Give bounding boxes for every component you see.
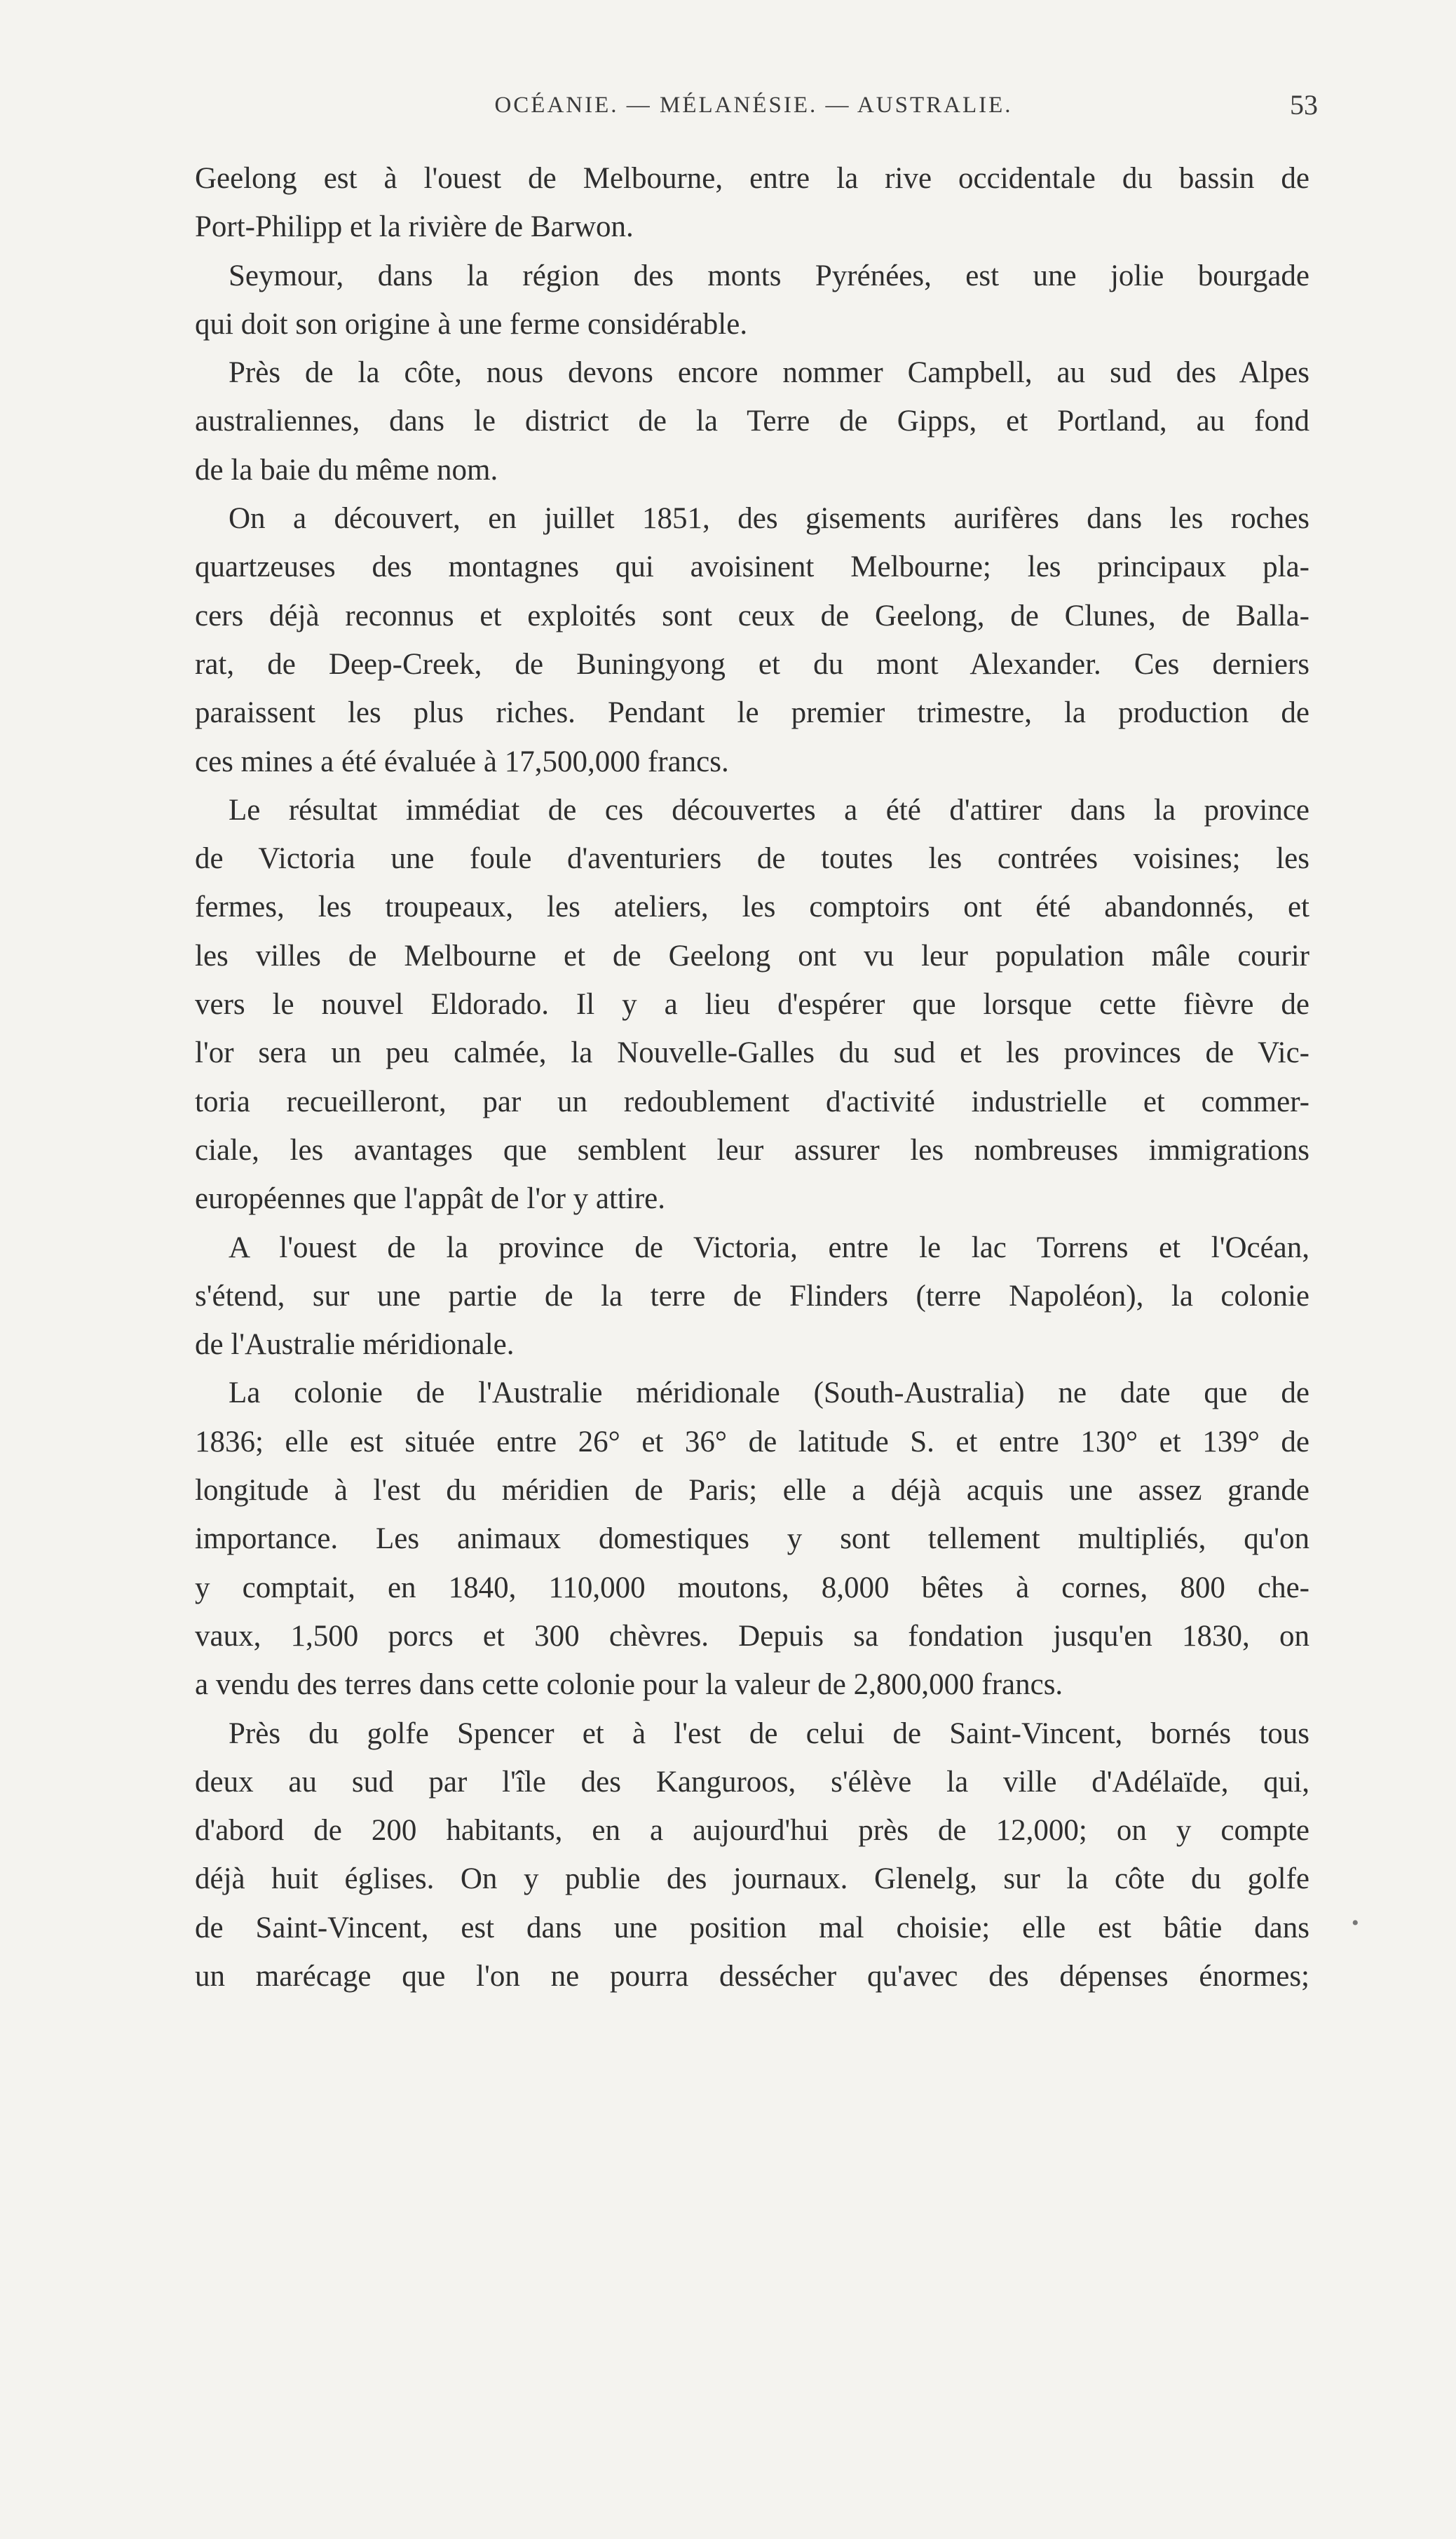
- running-head: [193, 89, 1318, 135]
- text-line: d'abord de 200 habitants, en a aujourd'hui près de 12,000; on y compte: [195, 1814, 1309, 1848]
- text-line: deux au sud par l'île des Kanguroos, s'élève la ville d'Adélaïde, qui,: [195, 1765, 1309, 1799]
- text-line: a vendu des terres dans cette colonie pour la valeur de 2,800,000 francs.: [195, 1668, 1063, 1702]
- text-line: de Victoria une foule d'aventuriers de toutes les contrées voisines; les: [195, 842, 1309, 876]
- text-line: ciale, les avantages que semblent leur assurer les nombreuses immigrations: [195, 1133, 1309, 1167]
- text-line: importance. Les animaux domestiques y sont tellement multipliés, qu'on: [195, 1522, 1309, 1556]
- page-number: 53: [1290, 89, 1318, 121]
- text-line: Près de la côte, nous devons encore nommer Campbell, au sud des Alpes: [229, 356, 1309, 390]
- text-line: les villes de Melbourne et de Geelong ont vu leur population mâle courir: [195, 939, 1309, 973]
- text-line: vers le nouvel Eldorado. Il y a lieu d'espérer que lorsque cette fièvre de: [195, 988, 1309, 1022]
- text-line: quartzeuses des montagnes qui avoisinent Melbourne; les principaux pla-: [195, 550, 1309, 584]
- text-line: déjà huit églises. On y publie des journaux. Glenelg, sur la côte du golfe: [195, 1862, 1309, 1896]
- text-line: l'or sera un peu calmée, la Nouvelle-Galles du sud et les provinces de Vic-: [195, 1036, 1309, 1070]
- text-line: s'étend, sur une partie de la terre de Flinders (terre Napoléon), la colonie: [195, 1279, 1309, 1313]
- text-line: vaux, 1,500 porcs et 300 chèvres. Depuis sa fondation jusqu'en 1830, on: [195, 1619, 1309, 1653]
- text-line: ces mines a été évaluée à 17,500,000 francs.: [195, 745, 729, 778]
- text-line: de l'Australie méridionale.: [195, 1328, 515, 1362]
- text-line: cers déjà reconnus et exploités sont ceux de Geelong, de Clunes, de Balla-: [195, 599, 1309, 632]
- text-line: La colonie de l'Australie méridionale (South-Australia) ne date que de: [229, 1376, 1309, 1410]
- margin-dot: •: [1352, 1911, 1359, 1935]
- text-line: un marécage que l'on ne pourra dessécher qu'avec des dépenses énormes;: [195, 1959, 1309, 1993]
- text-line: européennes que l'appât de l'or y attire.: [195, 1182, 665, 1216]
- text-line: y comptait, en 1840, 110,000 moutons, 8,000 bêtes à cornes, 800 che-: [195, 1571, 1309, 1604]
- running-title: OCÉANIE. — MÉLANÉSIE. — AUSTRALIE.: [494, 93, 1013, 118]
- text-line: de Saint-Vincent, est dans une position mal choisie; elle est bâtie dans: [195, 1911, 1309, 1944]
- text-line: paraissent les plus riches. Pendant le premier trimestre, la production de: [195, 696, 1309, 730]
- text-line: de la baie du même nom.: [195, 453, 498, 487]
- text-line: 1836; elle est située entre 26° et 36° de latitude S. et entre 130° et 139° de: [195, 1425, 1309, 1458]
- text-line: Le résultat immédiat de ces découvertes a été d'attirer dans la province: [229, 793, 1309, 827]
- text-line: fermes, les troupeaux, les ateliers, les comptoirs ont été abandonnés, et: [195, 891, 1309, 924]
- text-line: Geelong est à l'ouest de Melbourne, entre la rive occidentale du bassin de: [195, 162, 1309, 195]
- text-line: toria recueilleront, par un redoublement d'activité industrielle et commer-: [195, 1085, 1309, 1118]
- text-line: australiennes, dans le district de la Terre de Gipps, et Portland, au fond: [195, 405, 1309, 438]
- text-line: On a découvert, en juillet 1851, des gisements aurifères dans les roches: [229, 502, 1309, 536]
- text-line: Près du golfe Spencer et à l'est de celui de Saint-Vincent, bornés tous: [229, 1717, 1309, 1750]
- text-line: qui doit son origine à une ferme considérable.: [195, 307, 748, 341]
- text-line: longitude à l'est du méridien de Paris; elle a déjà acquis une assez grande: [195, 1474, 1309, 1508]
- text-line: Seymour, dans la région des monts Pyrénées, est une jolie bourgade: [229, 259, 1309, 292]
- text-line: A l'ouest de la province de Victoria, entre le lac Torrens et l'Océan,: [229, 1231, 1309, 1264]
- text-line: Port-Philipp et la rivière de Barwon.: [195, 210, 634, 244]
- text-line: rat, de Deep-Creek, de Buningyong et du mont Alexander. Ces derniers: [195, 647, 1309, 681]
- body-text: [195, 154, 1309, 2000]
